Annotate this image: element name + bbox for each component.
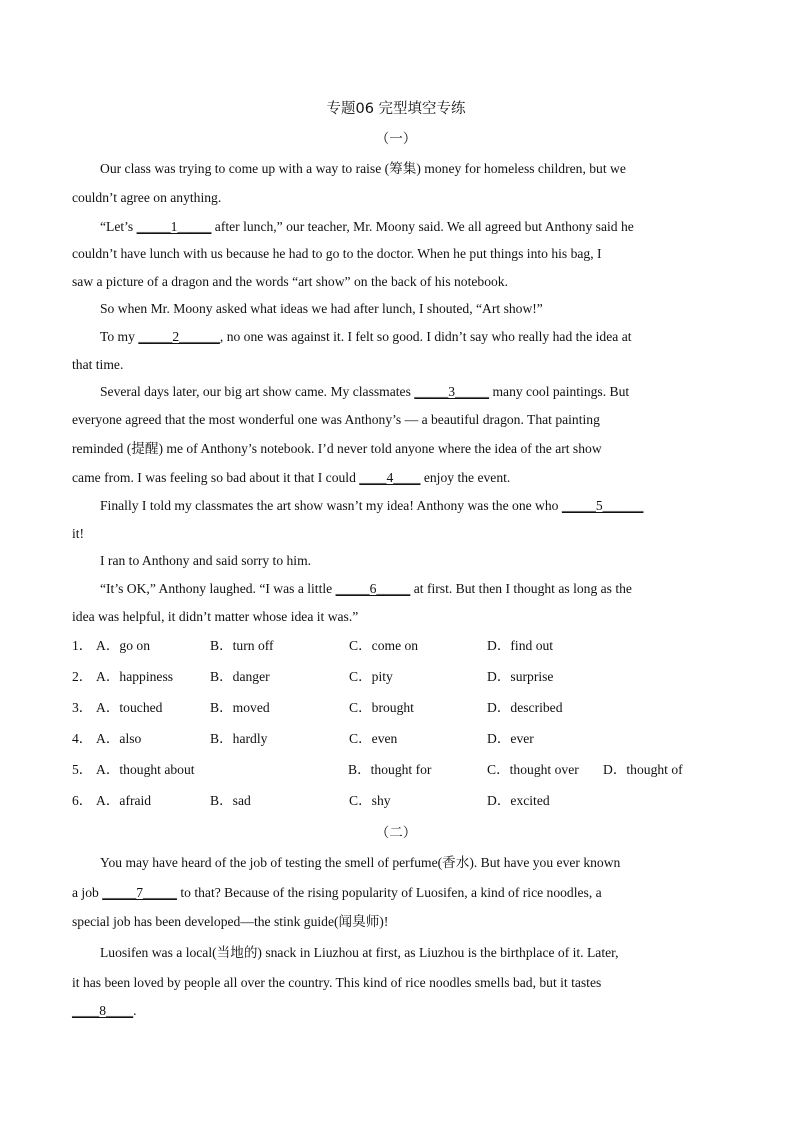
blank-4: ____4____ bbox=[359, 470, 421, 485]
option-c: C．thought over bbox=[487, 762, 579, 777]
passage-line: a job _____7_____ to that? Because of the rising popularity of Luosifen, a kind of rice noodles, a bbox=[72, 883, 720, 903]
option-a: A．happiness bbox=[96, 669, 174, 684]
passage-line: To my _____2______, no one was against it. I felt so good. I didn’t say who really had the idea at bbox=[72, 327, 748, 347]
blank-8: ____8____ bbox=[72, 1003, 134, 1018]
passage-line: reminded (提醒) me of Anthony’s notebook. I’d never told anyone where the idea of the art show bbox=[72, 441, 602, 456]
option-b: B．turn off bbox=[210, 638, 274, 653]
passage-line: couldn’t agree on anything. bbox=[72, 190, 222, 205]
passage-line: came from. I was feeling so bad about it that I could ____4____ enjoy the event. bbox=[72, 468, 720, 488]
blank-2: _____2______ bbox=[138, 329, 220, 344]
option-d: D．excited bbox=[487, 793, 550, 808]
option-c: C．brought bbox=[349, 700, 414, 715]
option-c: C．pity bbox=[349, 669, 393, 684]
passage-line: idea was helpful, it didn’t matter whose idea it was.” bbox=[72, 609, 359, 624]
passage-line: I ran to Anthony and said sorry to him. bbox=[100, 553, 312, 568]
question-number: 4． bbox=[72, 731, 93, 746]
blank-5: _____5______ bbox=[561, 498, 644, 513]
option-a: A．touched bbox=[96, 700, 163, 715]
option-b: B．thought for bbox=[348, 762, 432, 777]
question-number: 2． bbox=[72, 669, 93, 684]
passage-line: everyone agreed that the most wonderful one was Anthony’s — a beautiful dragon. That painting bbox=[72, 412, 600, 427]
option-a: A．afraid bbox=[96, 793, 152, 808]
passage-line: Finally I told my classmates the art show wasn’t my idea! Anthony was the one who _____5______ bbox=[72, 496, 748, 516]
option-b: B．hardly bbox=[210, 731, 268, 746]
option-c: C．even bbox=[349, 731, 398, 746]
option-b: B．sad bbox=[210, 793, 251, 808]
passage-line: saw a picture of a dragon and the words “art show” on the back of his notebook. bbox=[72, 274, 509, 289]
passage-line: couldn’t have lunch with us because he had to go to the doctor. When he put things into his bag, I bbox=[72, 246, 602, 261]
passage-line: “Let’s _____1_____ after lunch,” our teacher, Mr. Moony said. We all agreed but Anthony said he bbox=[72, 217, 748, 237]
section-heading-1: （一） bbox=[375, 131, 417, 147]
option-a: A．thought about bbox=[96, 762, 195, 777]
option-a: A．also bbox=[96, 731, 142, 746]
blank-1: _____1_____ bbox=[136, 219, 212, 234]
passage-line: Luosifen was a local(当地的) snack in Liuzhou at first, as Liuzhou is the birthplace of it. Later, bbox=[100, 945, 619, 960]
question-number: 5． bbox=[72, 762, 93, 777]
question-number: 6． bbox=[72, 793, 93, 808]
option-d: D．find out bbox=[487, 638, 554, 653]
passage-line: So when Mr. Moony asked what ideas we had after lunch, I shouted, “Art show!” bbox=[100, 301, 543, 316]
passage-line: Several days later, our big art show came. My classmates _____3_____ many cool paintings. But bbox=[72, 382, 748, 402]
option-a: A．go on bbox=[96, 638, 150, 653]
option-c: C．come on bbox=[349, 638, 419, 653]
passage-line: it has been loved by people all over the country. This kind of rice noodles smells bad, but it tastes bbox=[72, 975, 602, 990]
blank-7: _____7_____ bbox=[102, 885, 177, 900]
passage-line: ____8____. bbox=[72, 1001, 720, 1021]
question-number: 1． bbox=[72, 638, 93, 653]
passage-line: “It’s OK,” Anthony laughed. “I was a little _____6_____ at first. But then I thought as long as the bbox=[72, 579, 748, 599]
document-title: 专题06 完型填空专练 bbox=[326, 101, 466, 117]
passage-line: it! bbox=[72, 526, 85, 541]
passage-line: special job has been developed—the stink guide(闻臭师)! bbox=[72, 914, 389, 929]
question-number: 3． bbox=[72, 700, 93, 715]
option-b: B．danger bbox=[210, 669, 270, 684]
passage-line: Our class was trying to come up with a way to raise (筹集) money for homeless children, but we bbox=[100, 161, 626, 176]
option-d: D．ever bbox=[487, 731, 534, 746]
blank-6: _____6_____ bbox=[335, 581, 411, 596]
passage-line: You may have heard of the job of testing the smell of perfume(香水). But have you ever known bbox=[100, 855, 621, 870]
option-c: C．shy bbox=[349, 793, 391, 808]
section-heading-2: （二） bbox=[375, 825, 417, 841]
passage-line: that time. bbox=[72, 357, 124, 372]
option-d: D．thought of bbox=[603, 762, 683, 777]
option-d: D．surprise bbox=[487, 669, 554, 684]
option-b: B．moved bbox=[210, 700, 270, 715]
option-d: D．described bbox=[487, 700, 563, 715]
blank-3: _____3_____ bbox=[414, 384, 490, 399]
